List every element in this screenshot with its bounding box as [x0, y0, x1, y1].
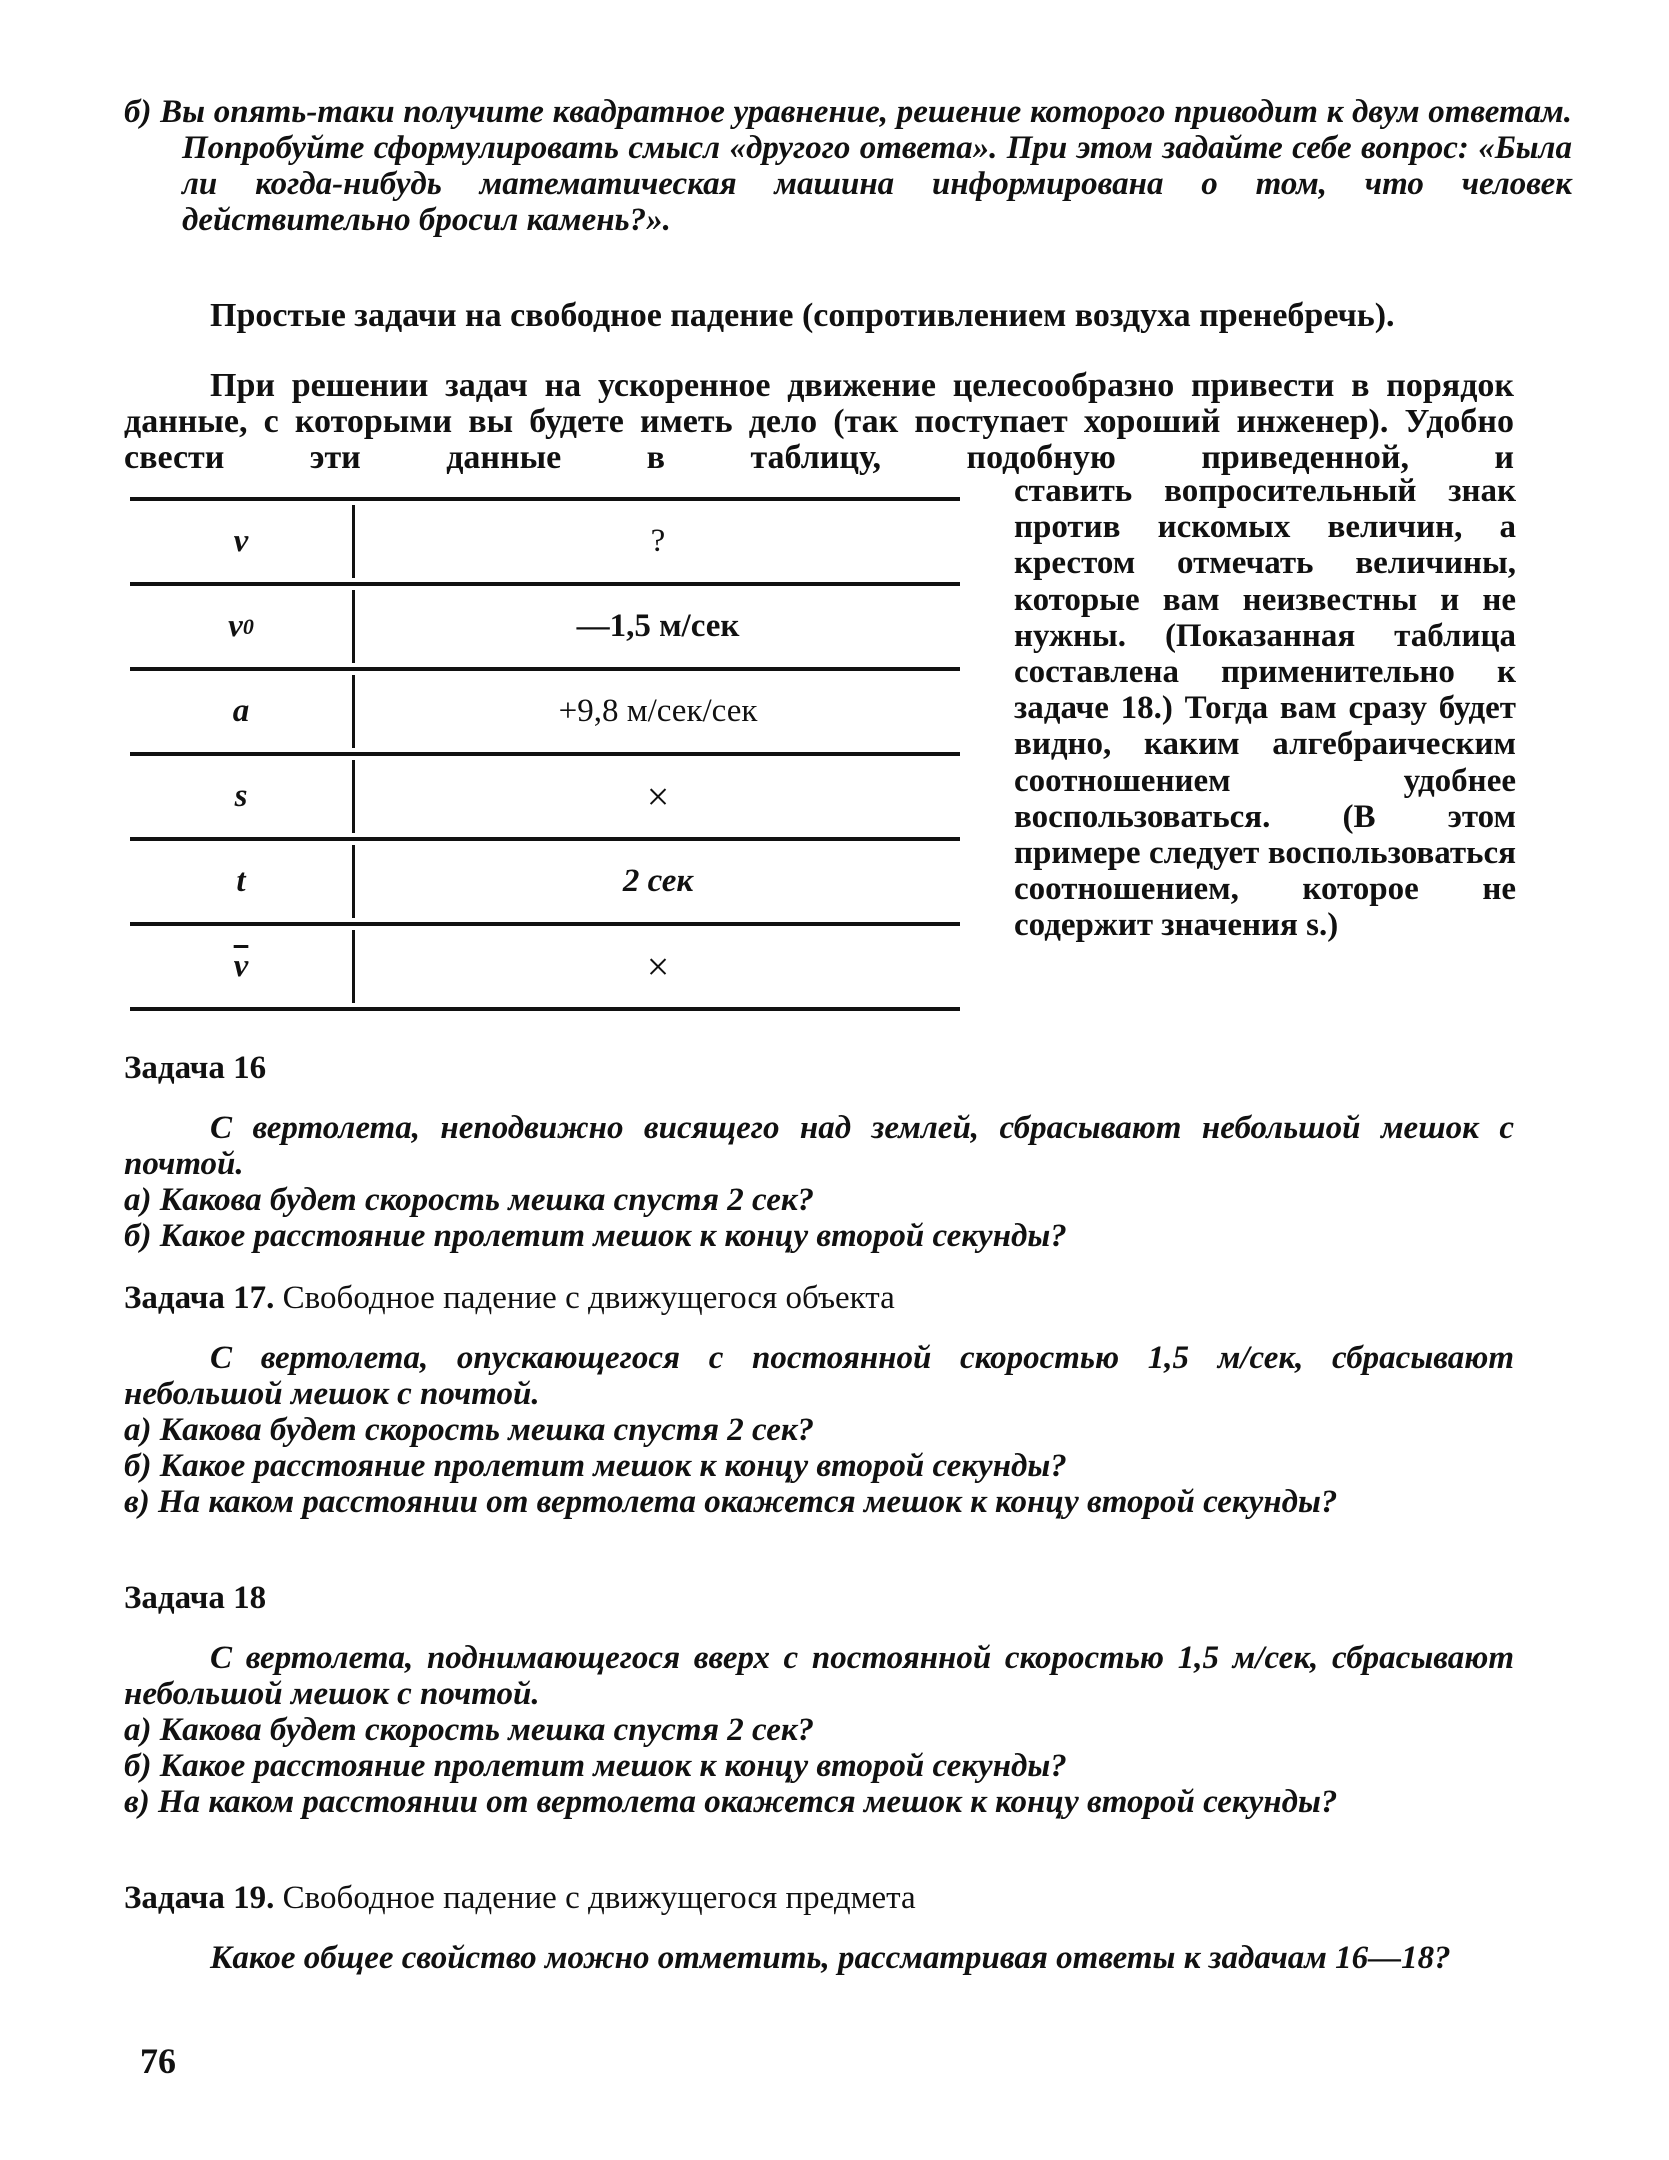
- value-cell: +9,8 м/сек/сек: [558, 693, 758, 729]
- value-cell: [356, 756, 960, 837]
- section-title: [124, 298, 1514, 334]
- table-row: [130, 752, 960, 837]
- problem-18: [124, 1580, 1514, 1820]
- column-divider: [352, 930, 355, 1003]
- question-c: в) На каком расстоянии от вертолета окажется мешок к концу второй секунды?: [124, 1784, 1338, 1820]
- table-row: [130, 582, 960, 667]
- side-text-body: ставить вопросительный знак против искомых величин, а крестом отмечать величины, которые вам неизвестны и не нужны. (Показанная таблица составлена применительно к задаче 18.) Тогда вам сразу будет видно, каким алгебраическим соотношением удобнее воспользоваться. (В этом примере следует воспользоваться соотношением, которое не содержит значения s.): [1014, 473, 1516, 944]
- problem-16: [124, 1050, 1514, 1254]
- page-number: 76: [140, 2041, 176, 2081]
- table-row: [130, 922, 960, 1011]
- problem-heading: Задача 17. Свободное падение с движущегося объекта: [124, 1280, 895, 1316]
- symbol-cell: v 0: [228, 608, 254, 644]
- value-cell: —1,5 м/сек: [576, 608, 740, 644]
- cross-mark-icon: ×: [646, 944, 670, 989]
- column-divider: [352, 760, 355, 833]
- symbol-cell: t: [236, 863, 246, 899]
- symbol-cell: $\overline{v}$: [233, 948, 249, 984]
- value-cell: ?: [650, 523, 666, 559]
- symbol-cell: a: [232, 693, 250, 729]
- problem-statement: С вертолета, поднимающегося вверх с постоянной скоростью 1,5 м/сек, сбрасывают небольшой мешок с почтой.: [124, 1640, 1514, 1712]
- column-divider: [352, 590, 355, 663]
- subscript: 0: [242, 613, 254, 639]
- column-divider: [352, 675, 355, 748]
- question-b: б) Какое расстояние пролетит мешок к концу второй секунды?: [124, 1448, 1067, 1484]
- symbol-cell: s: [234, 778, 248, 814]
- column-divider: [352, 505, 355, 578]
- table-row: [130, 497, 960, 582]
- value-cell: [356, 926, 960, 1007]
- intro-paragraph-text: При решении задач на ускоренное движение целесообразно привести в порядок данные, с которыми вы будете иметь дело (так поступает хороший инженер). Удобно свести эти данные в таблицу, подобную приведенной, и: [124, 367, 1514, 476]
- question-a: а) Какова будет скорость мешка спустя 2 сек?: [124, 1182, 815, 1218]
- section-title-text: Простые задачи на свободное падение (сопротивлением воздуха пренебречь).: [210, 297, 1395, 334]
- problem-heading: Задача 16: [124, 1050, 267, 1086]
- question-b: б) Какое расстояние пролетит мешок к концу второй секунды?: [124, 1218, 1067, 1254]
- item-text: Вы опять-таки получите квадратное уравнение, решение которого приводит к двум ответам. Попробуйте сформулировать смысл «другого ответа». При этом задайте себе вопрос: «Была ли когда-нибудь математическая машина информирована о том, что человек действительно бросил камень?».: [160, 94, 1572, 238]
- problem-19: [124, 1880, 1514, 1976]
- item-marker: б): [124, 94, 152, 130]
- intro-paragraph: [124, 368, 1514, 476]
- data-table: [130, 497, 960, 1011]
- problem-statement: Какое общее свойство можно отметить, рассматривая ответы к задачам 16—18?: [210, 1940, 1451, 1976]
- problem-statement: С вертолета, неподвижно висящего над землей, сбрасывают небольшой мешок с почтой.: [124, 1110, 1514, 1182]
- value-cell: 2 сек: [622, 863, 694, 899]
- problem-17: [124, 1280, 1514, 1520]
- question-b: б) Какое расстояние пролетит мешок к концу второй секунды?: [124, 1748, 1067, 1784]
- question-a: а) Какова будет скорость мешка спустя 2 сек?: [124, 1412, 815, 1448]
- side-text: [1014, 473, 1516, 944]
- question-c: в) На каком расстоянии от вертолета окажется мешок к концу второй секунды?: [124, 1484, 1338, 1520]
- symbol-cell: v: [233, 523, 249, 559]
- problem-heading: Задача 18: [124, 1580, 267, 1616]
- problem-statement: С вертолета, опускающегося с постоянной скоростью 1,5 м/сек, сбрасывают небольшой мешок с почтой.: [124, 1340, 1514, 1412]
- question-a: а) Какова будет скорость мешка спустя 2 сек?: [124, 1712, 815, 1748]
- problem-heading: Задача 19. Свободное падение с движущегося предмета: [124, 1880, 916, 1916]
- table-row: [130, 667, 960, 752]
- table-row: [130, 837, 960, 922]
- column-divider: [352, 845, 355, 918]
- intro-item: [124, 94, 1572, 238]
- cross-mark-icon: ×: [646, 774, 670, 819]
